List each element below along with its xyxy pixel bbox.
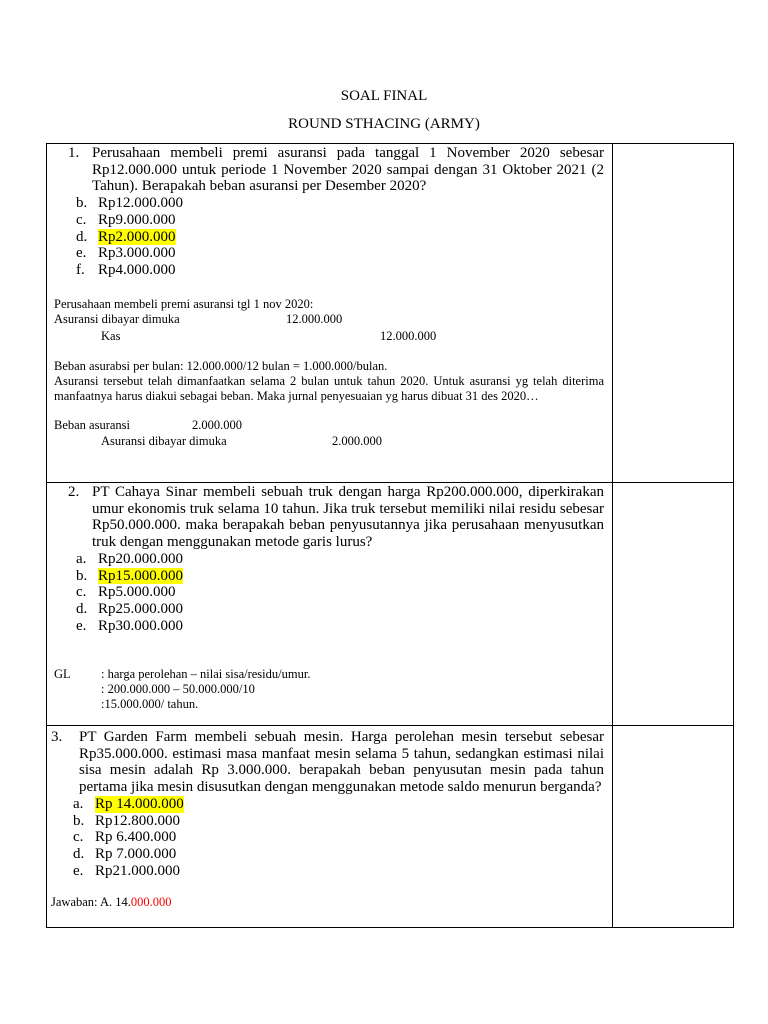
option-text: Rp 6.400.000: [95, 829, 177, 846]
document-title: SOAL FINAL: [340, 88, 428, 104]
option-item: [54, 618, 604, 635]
option-letter: b.: [73, 812, 85, 829]
answer-suffix: 000.000: [130, 895, 172, 910]
option-text: Rp30.000.000: [98, 617, 184, 634]
journal-line: [54, 434, 604, 449]
options-list: [51, 796, 604, 880]
question-number: 1.: [68, 145, 80, 161]
answer-line: [51, 895, 604, 910]
option-letter: d.: [76, 600, 88, 617]
option-text: Rp12.800.000: [95, 812, 181, 829]
options-list: [54, 551, 604, 635]
formula-line: :15.000.000/ tahun.: [101, 697, 199, 712]
option-text: Rp12.000.000: [98, 195, 184, 212]
option-text-highlighted: Rp15.000.000: [98, 567, 184, 584]
option-item: [54, 601, 604, 618]
option-letter: a.: [76, 550, 87, 567]
option-letter: c.: [76, 211, 87, 228]
journal-credit-label: Asuransi dibayar dimuka: [101, 433, 227, 448]
question-table: [46, 143, 734, 928]
option-item: [51, 813, 604, 830]
option-letter: c.: [73, 829, 84, 846]
question-cell-3: [47, 726, 613, 928]
option-letter: e.: [76, 245, 87, 262]
option-letter: c.: [76, 584, 87, 601]
options-list: [54, 195, 604, 279]
answer-column-cell: [613, 483, 734, 726]
answer-prefix: Jawaban: A. 14.: [51, 895, 131, 910]
journal-line: [54, 312, 604, 327]
question-row-3: [47, 726, 734, 928]
question-number: 2.: [68, 484, 80, 500]
option-text-highlighted: Rp2.000.000: [98, 228, 176, 245]
option-item: [54, 262, 604, 279]
option-text: Rp3.000.000: [98, 245, 176, 262]
option-item: [54, 551, 604, 568]
document-subtitle: ROUND STHACING (ARMY): [288, 116, 480, 132]
answer-column-cell: [613, 726, 734, 928]
question-row-1: [47, 144, 734, 483]
question-cell-2: [47, 483, 613, 726]
journal-debit-amount: 2.000.000: [192, 417, 242, 432]
option-letter: d.: [73, 845, 85, 862]
journal-line: [54, 329, 604, 344]
formula-text: : harga perolehan – nilai sisa/residu/umur.: [101, 667, 311, 682]
question-body: PT Garden Farm membeli sebuah mesin. Harga perolehan mesin tersebut sebesar Rp35.000.000. estimasi masa manfaat mesin selama 5 tahun, sedangkan estimasi nilai sisa mesin adalah Rp 3.000.000. berapakah beban penyusutan mesin pada tahun pertama jika mesin disusutkan dengan menggunakan metode saldo menurun berganda?: [79, 729, 604, 796]
option-item: [54, 212, 604, 229]
option-item: [51, 863, 604, 880]
option-letter: d.: [76, 228, 88, 245]
work-intro: Perusahaan membeli premi asuransi tgl 1 nov 2020:: [54, 296, 314, 311]
journal-debit-label: Asuransi dibayar dimuka: [54, 311, 180, 326]
journal-debit-amount: 12.000.000: [286, 311, 343, 326]
question-body: Perusahaan membeli premi asuransi pada tanggal 1 November 2020 sebesar Rp12.000.000 untuk periode 1 November 2020 sampai dengan 31 Oktober 2021 (2 Tahun). Berapakah beban asuransi per Desember 2020?: [92, 145, 604, 195]
option-item: [51, 846, 604, 863]
option-text-highlighted: Rp 14.000.000: [95, 795, 184, 812]
option-text: Rp4.000.000: [98, 261, 176, 278]
journal-debit-label: Beban asuransi: [54, 417, 131, 432]
option-text: Rp 7.000.000: [95, 845, 177, 862]
work-calculation: Beban asurabsi per bulan: 12.000.000/12 bulan = 1.000.000/bulan.: [54, 358, 388, 373]
option-text: Rp25.000.000: [98, 600, 184, 617]
question-body: PT Cahaya Sinar membeli sebuah truk dengan harga Rp200.000.000, diperkirakan umur ekonomis truk selama 10 tahun. Jika truk tersebut memiliki nilai residu sebesar Rp50.000.000. maka berapakah beban penyusutannya jika perusahaan menyusutkan truk dengan menggunakan metode garis lurus?: [92, 484, 604, 551]
question-cell-1: [47, 144, 613, 483]
formula-line: : 200.000.000 – 50.000.000/10: [101, 682, 255, 697]
option-text: Rp21.000.000: [95, 862, 181, 879]
option-text: Rp20.000.000: [98, 550, 184, 567]
option-letter: f.: [76, 261, 85, 278]
journal-credit-amount: 2.000.000: [332, 433, 382, 448]
option-item: [54, 245, 604, 262]
journal-line: [54, 418, 604, 433]
formula-label: GL: [54, 667, 71, 682]
work-explanation: Asuransi tersebut telah dimanfaatkan selama 2 bulan untuk tahun 2020. Untuk asuransi yg telah diterima manfaatnya harus diakui sebagai beban. Maka jurnal penyesuaian yg harus dibuat 31 des 2020…: [54, 373, 604, 403]
option-item: [51, 829, 604, 846]
option-item: [51, 796, 604, 813]
question-1-text: [54, 145, 604, 195]
option-item: [54, 195, 604, 212]
journal-credit-label: Kas: [101, 328, 121, 343]
question-2-text: [54, 484, 604, 551]
option-item: [54, 568, 604, 585]
option-letter: e.: [76, 617, 87, 634]
option-text: Rp5.000.000: [98, 584, 176, 601]
question-row-2: [47, 483, 734, 726]
option-letter: e.: [73, 862, 84, 879]
journal-credit-amount: 12.000.000: [380, 328, 437, 343]
formula-line: [54, 667, 604, 682]
option-letter: b.: [76, 195, 88, 212]
answer-column-cell: [613, 144, 734, 483]
option-letter: b.: [76, 567, 88, 584]
question-3-text: [51, 729, 604, 796]
option-letter: a.: [73, 795, 84, 812]
option-item: [54, 584, 604, 601]
option-text: Rp9.000.000: [98, 211, 176, 228]
question-number: 3.: [51, 729, 63, 745]
option-item: [54, 229, 604, 246]
